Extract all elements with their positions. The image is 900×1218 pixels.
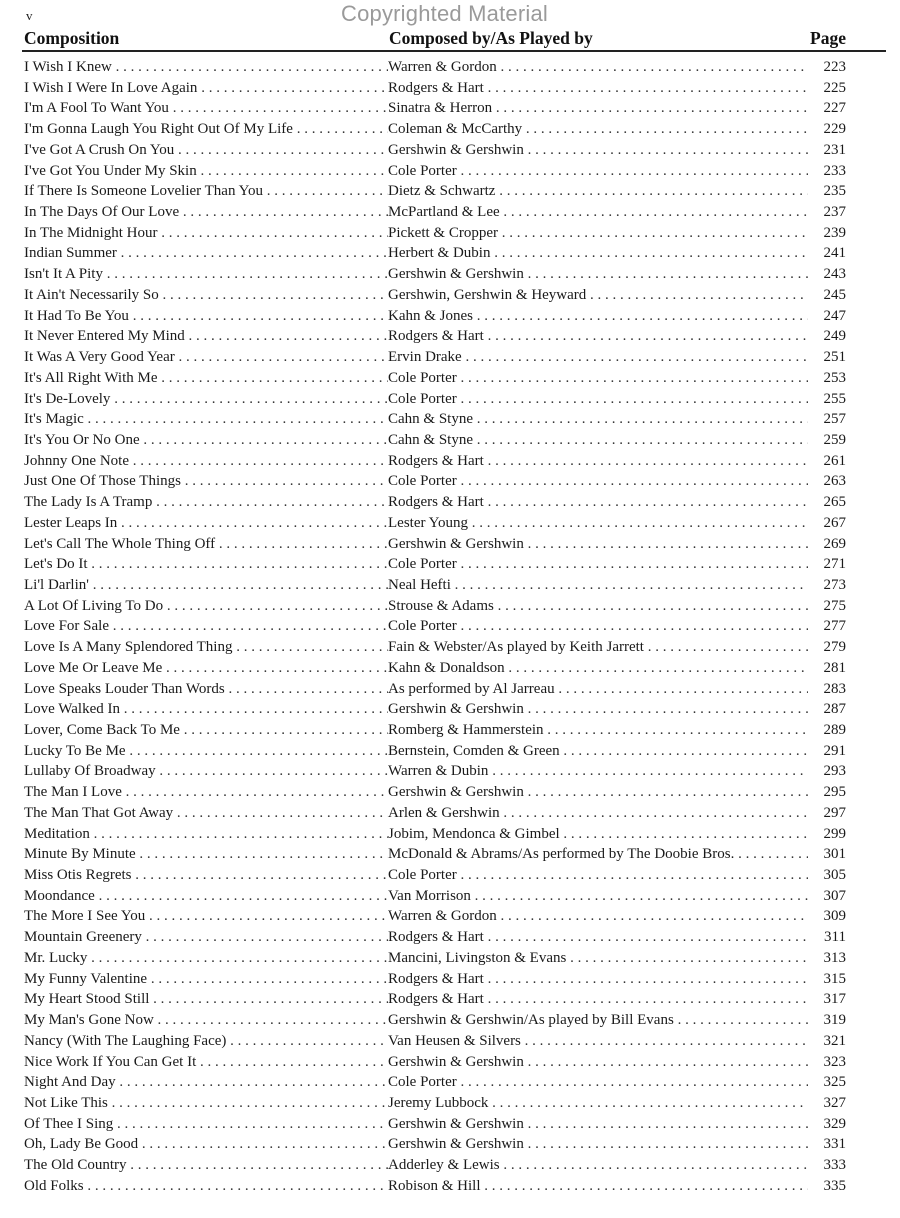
composer-credit: Rodgers & Hart . . . <box>388 989 808 1010</box>
list-item <box>24 389 846 410</box>
page-number: 305 <box>808 865 846 886</box>
composition-title: Mountain Greenery . . . <box>24 927 388 948</box>
composer-credit: Rodgers & Hart . . . <box>388 78 808 99</box>
composer-credit: Cole Porter . . . <box>388 389 808 410</box>
composer-credit: Kahn & Jones . . . <box>388 306 808 327</box>
composition-title: I've Got You Under My Skin . . . <box>24 161 388 182</box>
composition-title: Johnny One Note . . . <box>24 451 388 472</box>
page-number: 277 <box>808 616 846 637</box>
list-item <box>24 927 846 948</box>
composer-credit: Sinatra & Herron . . . <box>388 98 808 119</box>
column-header-page: Page <box>810 28 846 48</box>
list-item <box>24 451 846 472</box>
page-number: 313 <box>808 948 846 969</box>
page-number: 223 <box>808 57 846 78</box>
list-item <box>24 865 846 886</box>
composer-credit: As performed by Al Jarreau . . . <box>388 679 808 700</box>
composition-title: Let's Do It . . . <box>24 554 388 575</box>
page-number: 329 <box>808 1114 846 1135</box>
page-number: 271 <box>808 554 846 575</box>
list-item <box>24 202 846 223</box>
page-number: 295 <box>808 782 846 803</box>
composition-title: Love Walked In . . . <box>24 699 388 720</box>
list-item <box>24 761 846 782</box>
composition-title: Indian Summer . . . <box>24 243 388 264</box>
composition-title: Nice Work If You Can Get It . . . <box>24 1052 388 1073</box>
composer-credit: Cole Porter . . . <box>388 161 808 182</box>
list-item <box>24 1155 846 1176</box>
composition-title: I've Got A Crush On You . . . <box>24 140 388 161</box>
composition-title: Isn't It A Pity . . . <box>24 264 388 285</box>
composer-credit: Cole Porter . . . <box>388 368 808 389</box>
list-item <box>24 409 846 430</box>
composer-credit: Rodgers & Hart . . . <box>388 927 808 948</box>
composer-credit: Warren & Dubin . . . <box>388 761 808 782</box>
list-item <box>24 1052 846 1073</box>
page-number: 319 <box>808 1010 846 1031</box>
composer-credit: Cole Porter . . . <box>388 865 808 886</box>
page-number: 255 <box>808 389 846 410</box>
composition-title: It's Magic . . . <box>24 409 388 430</box>
composer-credit: Gershwin & Gershwin . . . <box>388 1114 808 1135</box>
page-number: 233 <box>808 161 846 182</box>
list-item <box>24 1031 846 1052</box>
composition-title: Moondance . . . <box>24 886 388 907</box>
composition-title: Just One Of Those Things . . . <box>24 471 388 492</box>
list-item <box>24 430 846 451</box>
composition-title: Minute By Minute . . . <box>24 844 388 865</box>
page-number: 291 <box>808 741 846 762</box>
composer-credit: Gershwin & Gershwin . . . <box>388 699 808 720</box>
composer-credit: Gershwin & Gershwin . . . <box>388 782 808 803</box>
page-number: 325 <box>808 1072 846 1093</box>
page-number: 241 <box>808 243 846 264</box>
page-number: 315 <box>808 969 846 990</box>
composition-title: Meditation . . . <box>24 824 388 845</box>
composer-credit: Strouse & Adams . . . <box>388 596 808 617</box>
page-number: 331 <box>808 1134 846 1155</box>
composition-title: Love Is A Many Splendored Thing . . . <box>24 637 388 658</box>
composer-credit: Pickett & Cropper . . . <box>388 223 808 244</box>
composer-credit: Ervin Drake . . . <box>388 347 808 368</box>
list-item <box>24 948 846 969</box>
composer-credit: Neal Hefti . . . <box>388 575 808 596</box>
list-item <box>24 782 846 803</box>
page-number: 317 <box>808 989 846 1010</box>
composition-title: In The Days Of Our Love . . . <box>24 202 388 223</box>
list-item <box>24 1134 846 1155</box>
page-number: 275 <box>808 596 846 617</box>
composer-credit: Cole Porter . . . <box>388 616 808 637</box>
composition-title: Nancy (With The Laughing Face) . . . <box>24 1031 388 1052</box>
list-item <box>24 575 846 596</box>
composition-title: Love Me Or Leave Me . . . <box>24 658 388 679</box>
list-item <box>24 679 846 700</box>
list-item <box>24 989 846 1010</box>
page-number: 335 <box>808 1176 846 1197</box>
page-number: 257 <box>808 409 846 430</box>
composition-title: Let's Call The Whole Thing Off . . . <box>24 534 388 555</box>
list-item <box>24 886 846 907</box>
composer-credit: Arlen & Gershwin . . . <box>388 803 808 824</box>
page-number: 323 <box>808 1052 846 1073</box>
list-item <box>24 596 846 617</box>
list-item <box>24 1093 846 1114</box>
composition-title: It's De-Lovely . . . <box>24 389 388 410</box>
page-number: 231 <box>808 140 846 161</box>
composer-credit: Cahn & Styne . . . <box>388 409 808 430</box>
list-item <box>24 1010 846 1031</box>
page-number: 289 <box>808 720 846 741</box>
composition-title: The Man I Love . . . <box>24 782 388 803</box>
page-number: 265 <box>808 492 846 513</box>
page-number: 261 <box>808 451 846 472</box>
list-item <box>24 534 846 555</box>
composer-credit: Fain & Webster/As played by Keith Jarrett . . . <box>388 637 808 658</box>
composition-title: I Wish I Knew . . . <box>24 57 388 78</box>
page-number: 279 <box>808 637 846 658</box>
list-item <box>24 326 846 347</box>
list-item <box>24 285 846 306</box>
list-item <box>24 471 846 492</box>
page-number: 327 <box>808 1093 846 1114</box>
composition-title: In The Midnight Hour . . . <box>24 223 388 244</box>
composer-credit: Cole Porter . . . <box>388 1072 808 1093</box>
list-item <box>24 554 846 575</box>
composer-credit: Cole Porter . . . <box>388 554 808 575</box>
composer-credit: Bernstein, Comden & Green . . . <box>388 741 808 762</box>
composer-credit: Warren & Gordon . . . <box>388 57 808 78</box>
list-item <box>24 844 846 865</box>
list-item <box>24 699 846 720</box>
list-item <box>24 181 846 202</box>
composition-title: A Lot Of Living To Do . . . <box>24 596 388 617</box>
composition-title: Night And Day . . . <box>24 1072 388 1093</box>
composer-credit: Gershwin & Gershwin . . . <box>388 264 808 285</box>
page-number: 237 <box>808 202 846 223</box>
list-item <box>24 78 846 99</box>
page-number: 245 <box>808 285 846 306</box>
composer-credit: Cahn & Styne . . . <box>388 430 808 451</box>
page-number: 301 <box>808 844 846 865</box>
composition-title: Lover, Come Back To Me . . . <box>24 720 388 741</box>
table-header <box>22 28 886 52</box>
page-marker: v <box>26 8 33 23</box>
composition-title: My Heart Stood Still . . . <box>24 989 388 1010</box>
composer-credit: Adderley & Lewis . . . <box>388 1155 808 1176</box>
composition-title: Not Like This . . . <box>24 1093 388 1114</box>
composition-title: It Was A Very Good Year . . . <box>24 347 388 368</box>
contents-list <box>24 57 846 1197</box>
composer-credit: Gershwin & Gershwin/As played by Bill Evans . . . <box>388 1010 808 1031</box>
page-number: 293 <box>808 761 846 782</box>
list-item <box>24 1176 846 1197</box>
page-number: 287 <box>808 699 846 720</box>
list-item <box>24 658 846 679</box>
composer-credit: Van Heusen & Silvers . . . <box>388 1031 808 1052</box>
list-item <box>24 223 846 244</box>
composer-credit: Herbert & Dubin . . . <box>388 243 808 264</box>
composition-title: Mr. Lucky . . . <box>24 948 388 969</box>
composition-title: Love For Sale . . . <box>24 616 388 637</box>
list-item <box>24 161 846 182</box>
composition-title: Oh, Lady Be Good . . . <box>24 1134 388 1155</box>
list-item <box>24 119 846 140</box>
composer-credit: Jeremy Lubbock . . . <box>388 1093 808 1114</box>
composer-credit: Rodgers & Hart . . . <box>388 326 808 347</box>
composer-credit: Gershwin & Gershwin . . . <box>388 1134 808 1155</box>
list-item <box>24 513 846 534</box>
list-item <box>24 347 846 368</box>
page-number: 281 <box>808 658 846 679</box>
list-item <box>24 720 846 741</box>
composition-title: Lester Leaps In . . . <box>24 513 388 534</box>
list-item <box>24 969 846 990</box>
composition-title: Of Thee I Sing . . . <box>24 1114 388 1135</box>
composer-credit: Van Morrison . . . <box>388 886 808 907</box>
composer-credit: Gershwin & Gershwin . . . <box>388 534 808 555</box>
composition-title: Miss Otis Regrets . . . <box>24 865 388 886</box>
list-item <box>24 243 846 264</box>
composition-title: It Never Entered My Mind . . . <box>24 326 388 347</box>
page-number: 333 <box>808 1155 846 1176</box>
composer-credit: McDonald & Abrams/As performed by The Doobie Bros. . . . <box>388 844 808 865</box>
composer-credit: Warren & Gordon . . . <box>388 906 808 927</box>
page-number: 321 <box>808 1031 846 1052</box>
page-number: 235 <box>808 181 846 202</box>
column-header-composed-by: Composed by/As Played by <box>389 28 593 48</box>
list-item <box>24 906 846 927</box>
page-number: 253 <box>808 368 846 389</box>
page-number: 311 <box>808 927 846 948</box>
page-number: 307 <box>808 886 846 907</box>
list-item <box>24 1114 846 1135</box>
composer-credit: Rodgers & Hart . . . <box>388 492 808 513</box>
composer-credit: Gershwin & Gershwin . . . <box>388 140 808 161</box>
page-number: 225 <box>808 78 846 99</box>
composer-credit: Rodgers & Hart . . . <box>388 451 808 472</box>
composition-title: It's You Or No One . . . <box>24 430 388 451</box>
page-number: 283 <box>808 679 846 700</box>
page-number: 267 <box>808 513 846 534</box>
list-item <box>24 616 846 637</box>
list-item <box>24 98 846 119</box>
list-item <box>24 741 846 762</box>
page-number: 249 <box>808 326 846 347</box>
composition-title: The More I See You . . . <box>24 906 388 927</box>
list-item <box>24 264 846 285</box>
composition-title: Lullaby Of Broadway . . . <box>24 761 388 782</box>
page-number: 259 <box>808 430 846 451</box>
composition-title: I'm A Fool To Want You . . . <box>24 98 388 119</box>
composition-title: Old Folks . . . <box>24 1176 388 1197</box>
composition-title: It Had To Be You . . . <box>24 306 388 327</box>
composition-title: My Man's Gone Now . . . <box>24 1010 388 1031</box>
composer-credit: Lester Young . . . <box>388 513 808 534</box>
list-item <box>24 824 846 845</box>
composer-credit: Gershwin & Gershwin . . . <box>388 1052 808 1073</box>
composer-credit: Romberg & Hammerstein . . . <box>388 720 808 741</box>
page-number: 243 <box>808 264 846 285</box>
composer-credit: Mancini, Livingston & Evans . . . <box>388 948 808 969</box>
composition-title: I'm Gonna Laugh You Right Out Of My Life . . . <box>24 119 388 140</box>
list-item <box>24 140 846 161</box>
composer-credit: Kahn & Donaldson . . . <box>388 658 808 679</box>
composer-credit: Rodgers & Hart . . . <box>388 969 808 990</box>
composition-title: Love Speaks Louder Than Words . . . <box>24 679 388 700</box>
page-number: 227 <box>808 98 846 119</box>
composer-credit: Jobim, Mendonca & Gimbel . . . <box>388 824 808 845</box>
composer-credit: Dietz & Schwartz . . . <box>388 181 808 202</box>
page-number: 263 <box>808 471 846 492</box>
list-item <box>24 492 846 513</box>
composition-title: The Man That Got Away . . . <box>24 803 388 824</box>
list-item <box>24 803 846 824</box>
page-number: 251 <box>808 347 846 368</box>
composition-title: Lucky To Be Me . . . <box>24 741 388 762</box>
page-number: 299 <box>808 824 846 845</box>
page-number: 273 <box>808 575 846 596</box>
composition-title: My Funny Valentine . . . <box>24 969 388 990</box>
composition-title: Li'l Darlin' . . . <box>24 575 388 596</box>
composition-title: The Lady Is A Tramp . . . <box>24 492 388 513</box>
column-header-composition: Composition <box>24 28 120 48</box>
composer-credit: Robison & Hill . . . <box>388 1176 808 1197</box>
page-number: 239 <box>808 223 846 244</box>
composer-credit: Cole Porter . . . <box>388 471 808 492</box>
page-number: 269 <box>808 534 846 555</box>
composition-title: It's All Right With Me . . . <box>24 368 388 389</box>
list-item <box>24 57 846 78</box>
list-item <box>24 306 846 327</box>
composer-credit: Coleman & McCarthy . . . <box>388 119 808 140</box>
composition-title: The Old Country . . . <box>24 1155 388 1176</box>
composition-title: If There Is Someone Lovelier Than You . . . <box>24 181 388 202</box>
list-item <box>24 637 846 658</box>
composition-title: It Ain't Necessarily So . . . <box>24 285 388 306</box>
composition-title: I Wish I Were In Love Again . . . <box>24 78 388 99</box>
list-item <box>24 368 846 389</box>
page-number: 229 <box>808 119 846 140</box>
copyright-watermark: Copyrighted Material <box>341 1 548 26</box>
composer-credit: McPartland & Lee . . . <box>388 202 808 223</box>
page-number: 247 <box>808 306 846 327</box>
composer-credit: Gershwin, Gershwin & Heyward . . . <box>388 285 808 306</box>
page-number: 309 <box>808 906 846 927</box>
list-item <box>24 1072 846 1093</box>
page-number: 297 <box>808 803 846 824</box>
